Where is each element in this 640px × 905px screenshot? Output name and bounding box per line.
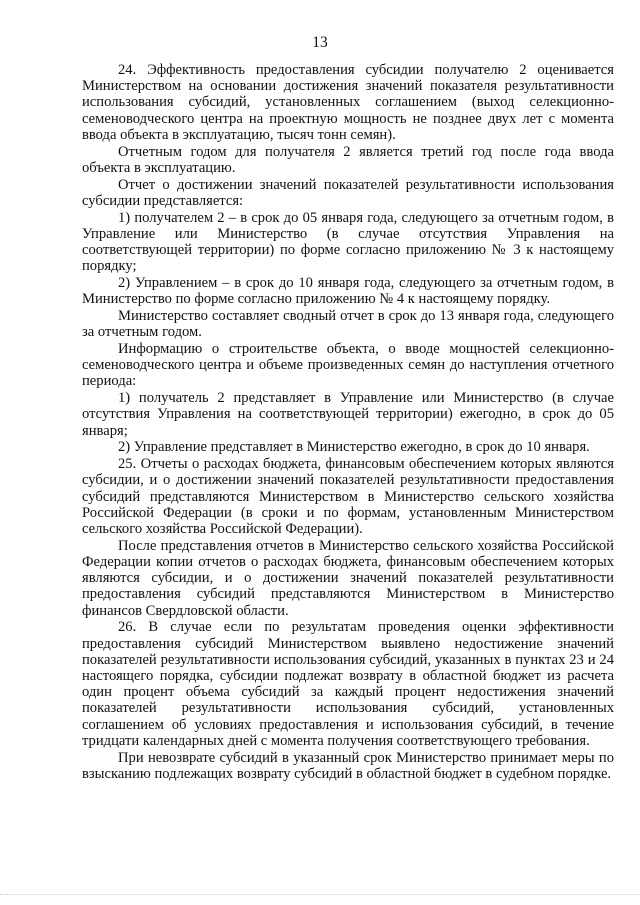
document-body [82,62,614,783]
paragraph-26-refund: 26. В случае если по результатам проведения оценки эффективности предоставления субсидий Министерством выявлено недостижение значений показателей результативности использования субсидий, указанных в пунктах 23 и 24 настоящего порядка, субсидии подлежат возврату в областной бюджет из расчета один процент объема субсидий за каждый процент недостижения значений показателей результативности использования субсидий, установленных соглашением об условиях предоставления и использования субсидий, в течение тридцати календарных дней с момента получения соответствующего требования. [82,619,614,749]
paragraph-recipient-info-deadline: 1) получатель 2 представляет в Управление или Министерство (в случае отсутствия Управления на соответствующей территории) ежегодно, в срок до 05 января; [82,390,614,439]
paragraph-report-copies: После представления отчетов в Министерство сельского хозяйства Российской Федерации копии отчетов о расходах бюджета, финансовым обеспечением которых являются субсидии, и о достижении значений показателей результативности предоставления субсидий представляются Министерством в Министерство финансов Свердловской области. [82,537,614,619]
paragraph-recovery-measures: При невозврате субсидий в указанный срок Министерство принимает меры по взысканию подлежащих возврату субсидий в областной бюджет в судебном порядке. [82,749,614,782]
paragraph-department-info-deadline: 2) Управление представляет в Министерство ежегодно, в срок до 10 января. [118,439,590,456]
paragraph-recipient-deadline: 1) получателем 2 – в срок до 05 января года, следующего за отчетным годом, в Управление или Министерство (в случае отсутствия Управления на соответствующей территории) по форме согласно приложению № 3 к настоящему порядку; [82,209,614,275]
paragraph-24-effectiveness: 24. Эффективность предоставления субсидии получателю 2 оценивается Министерством на основании достижения значений показателя результативности использования субсидий, установленных соглашением (выход селекционно-семеноводческого центра на проектную мощность не позднее двух лет с момента ввода объекта в эксплуатацию, тысяч тонн семян). [82,62,614,143]
page-number: 13 [312,34,328,51]
paragraph-reporting-year: Отчетным годом для получателя 2 является третий год после года ввода объекта в эксплуатацию. [82,143,614,176]
paragraph-department-deadline: 2) Управлением – в срок до 10 января года, следующего за отчетным годом, в Министерство по форме согласно приложению № 4 к настоящему порядку. [82,275,614,308]
scan-bottom-edge [0,894,640,905]
paragraph-summary-report: Министерство составляет сводный отчет в срок до 13 января года, следующего за отчетным годом. [82,308,614,341]
paragraph-construction-info: Информацию о строительстве объекта, о вводе мощностей селекционно-семеноводческого центра и объеме произведенных семян до наступления отчетного периода: [82,341,614,390]
paragraph-25-reports: 25. Отчеты о расходах бюджета, финансовым обеспечением которых являются субсидии, и о достижении значений показателей результативности предоставления субсидий представляются Министерством в Министерство сельского хозяйства Российской Федерации (в сроки и по формам, установленным Министерством сельского хозяйства Российской Федерации). [82,456,614,538]
paragraph-report-submission: Отчет о достижении значений показателей результативности использования субсидии представляется: [82,176,614,209]
